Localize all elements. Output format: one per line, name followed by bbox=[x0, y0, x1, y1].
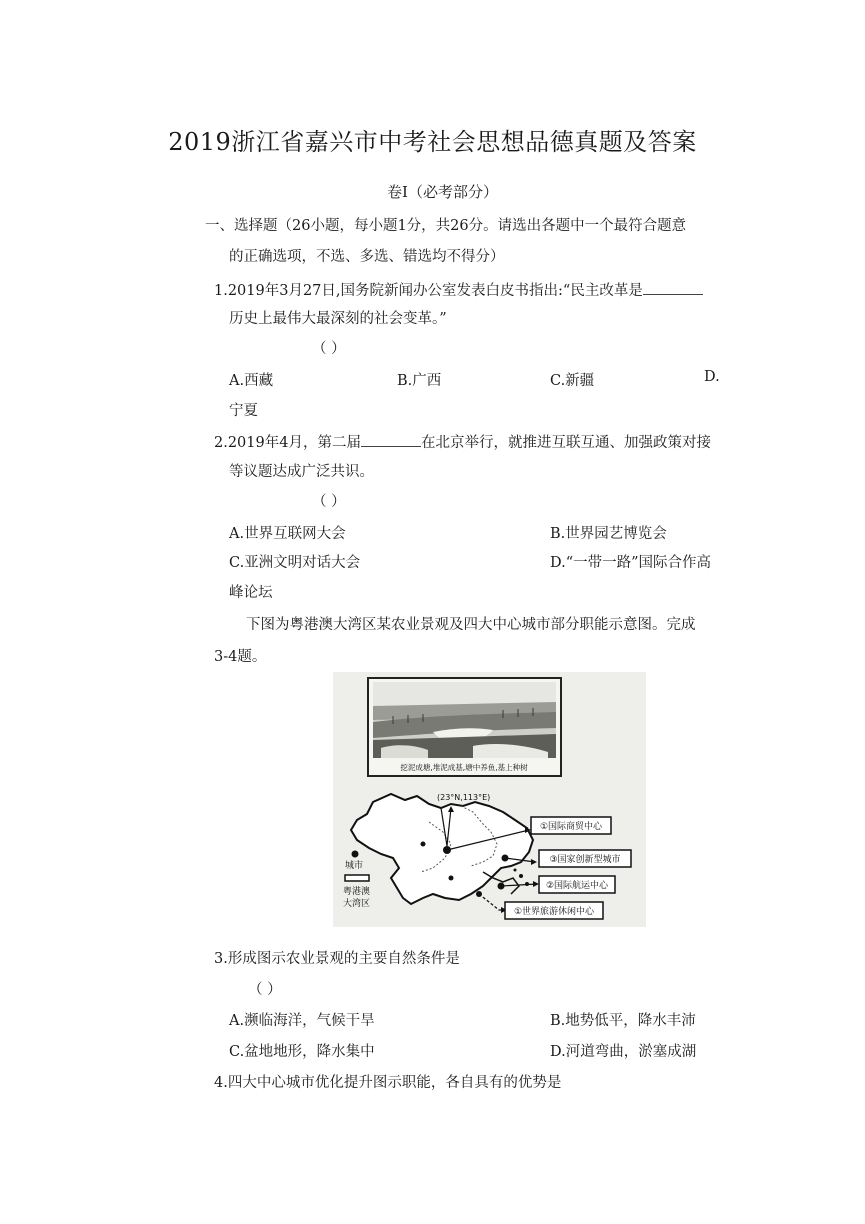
q1-stem-text: 1.2019年3月27日,国务院新闻办公室发表白皮书指出:“民主改革是 bbox=[214, 283, 643, 299]
label-innovation-city: ③国家创新型城市 bbox=[549, 855, 621, 865]
q4-stem: 4.四大中心城市优化提升图示职能，各自具有的优势是 bbox=[214, 1075, 562, 1091]
q2-option-c: C.亚洲文明对话大会 bbox=[229, 555, 361, 571]
q2-option-d: D.“一带一路”国际合作高 bbox=[550, 555, 712, 571]
part-heading: 一、选择题（26小题，每小题1分，共26分。请选出各题中一个最符合题意 bbox=[205, 218, 687, 234]
q1-answer-paren: （ ） bbox=[312, 341, 346, 357]
q3-option-a: A.濒临海洋，气候干旱 bbox=[229, 1013, 375, 1029]
q1-option-d-cont: 宁夏 bbox=[229, 403, 258, 419]
q2-stem-cont: 等议题达成广泛共识。 bbox=[229, 464, 374, 480]
q3-answer-paren: （ ） bbox=[248, 982, 282, 998]
legend-region-label-2: 大湾区 bbox=[343, 899, 371, 909]
q1-option-b: B.广西 bbox=[397, 373, 442, 389]
q1-option-d: D. bbox=[704, 369, 720, 385]
legend-city-symbol bbox=[352, 851, 359, 858]
q1-option-c: C.新疆 bbox=[550, 373, 595, 389]
map-legend bbox=[343, 851, 370, 910]
figure-intro: 下图为粤港澳大湾区某农业景观及四大中心城市部分职能示意图。完成 bbox=[246, 617, 696, 633]
q3-option-b: B.地势低平，降水丰沛 bbox=[550, 1013, 696, 1029]
q3-stem: 3.形成图示农业景观的主要自然条件是 bbox=[214, 951, 460, 967]
label-shipping-center: ②国际航运中心 bbox=[545, 881, 609, 891]
bay-area-figure bbox=[333, 672, 646, 927]
legend-city-label: 城市 bbox=[345, 861, 364, 871]
label-trade-center: ①国际商贸中心 bbox=[539, 822, 603, 832]
q1-stem bbox=[214, 279, 703, 300]
bay-area-map-svg bbox=[333, 672, 646, 927]
coordinate-label: (23°N,113°E) bbox=[437, 793, 491, 802]
city-marker-5 bbox=[421, 842, 426, 847]
part-heading-cont: 的正确选项，不选、多选、错选均不得分） bbox=[229, 249, 505, 265]
q2-stem-text-a: 2.2019年4月，第二届 bbox=[214, 435, 361, 451]
legend-region-symbol bbox=[345, 875, 369, 881]
agriculture-photo bbox=[368, 678, 561, 776]
page-title: 2019浙江省嘉兴市中考社会思想品德真题及答案 bbox=[168, 128, 697, 156]
section-title: 卷Ⅰ（必考部分） bbox=[387, 183, 498, 201]
q2-option-a: A.世界互联网大会 bbox=[229, 526, 346, 542]
q2-option-b: B.世界园艺博览会 bbox=[550, 526, 667, 542]
q1-stem-cont: 历史上最伟大最深刻的社会变革。” bbox=[229, 311, 447, 327]
q2-answer-paren: （ ） bbox=[312, 494, 346, 510]
q1-answer-blank bbox=[643, 281, 703, 295]
q1-option-a: A.西藏 bbox=[229, 373, 274, 389]
q3-option-d: D.河道弯曲，淤塞成湖 bbox=[550, 1044, 697, 1060]
figure-intro-cont: 3-4题。 bbox=[214, 649, 267, 665]
q2-stem-text-b: 在北京举行，就推进互联互通、加强政策对接 bbox=[420, 435, 711, 451]
photo-caption: 挖泥成塘,堆泥成基,塘中养鱼,基上种树 bbox=[400, 763, 528, 772]
city-marker-6 bbox=[449, 876, 454, 881]
q2-stem bbox=[214, 431, 711, 452]
q3-option-c: C.盆地地形，降水集中 bbox=[229, 1044, 375, 1060]
label-tourism-center: ①世界旅游休闲中心 bbox=[513, 907, 595, 917]
q2-answer-blank bbox=[361, 433, 421, 447]
legend-region-label-1: 粤港澳 bbox=[343, 887, 371, 897]
q2-option-d-cont: 峰论坛 bbox=[229, 585, 273, 601]
